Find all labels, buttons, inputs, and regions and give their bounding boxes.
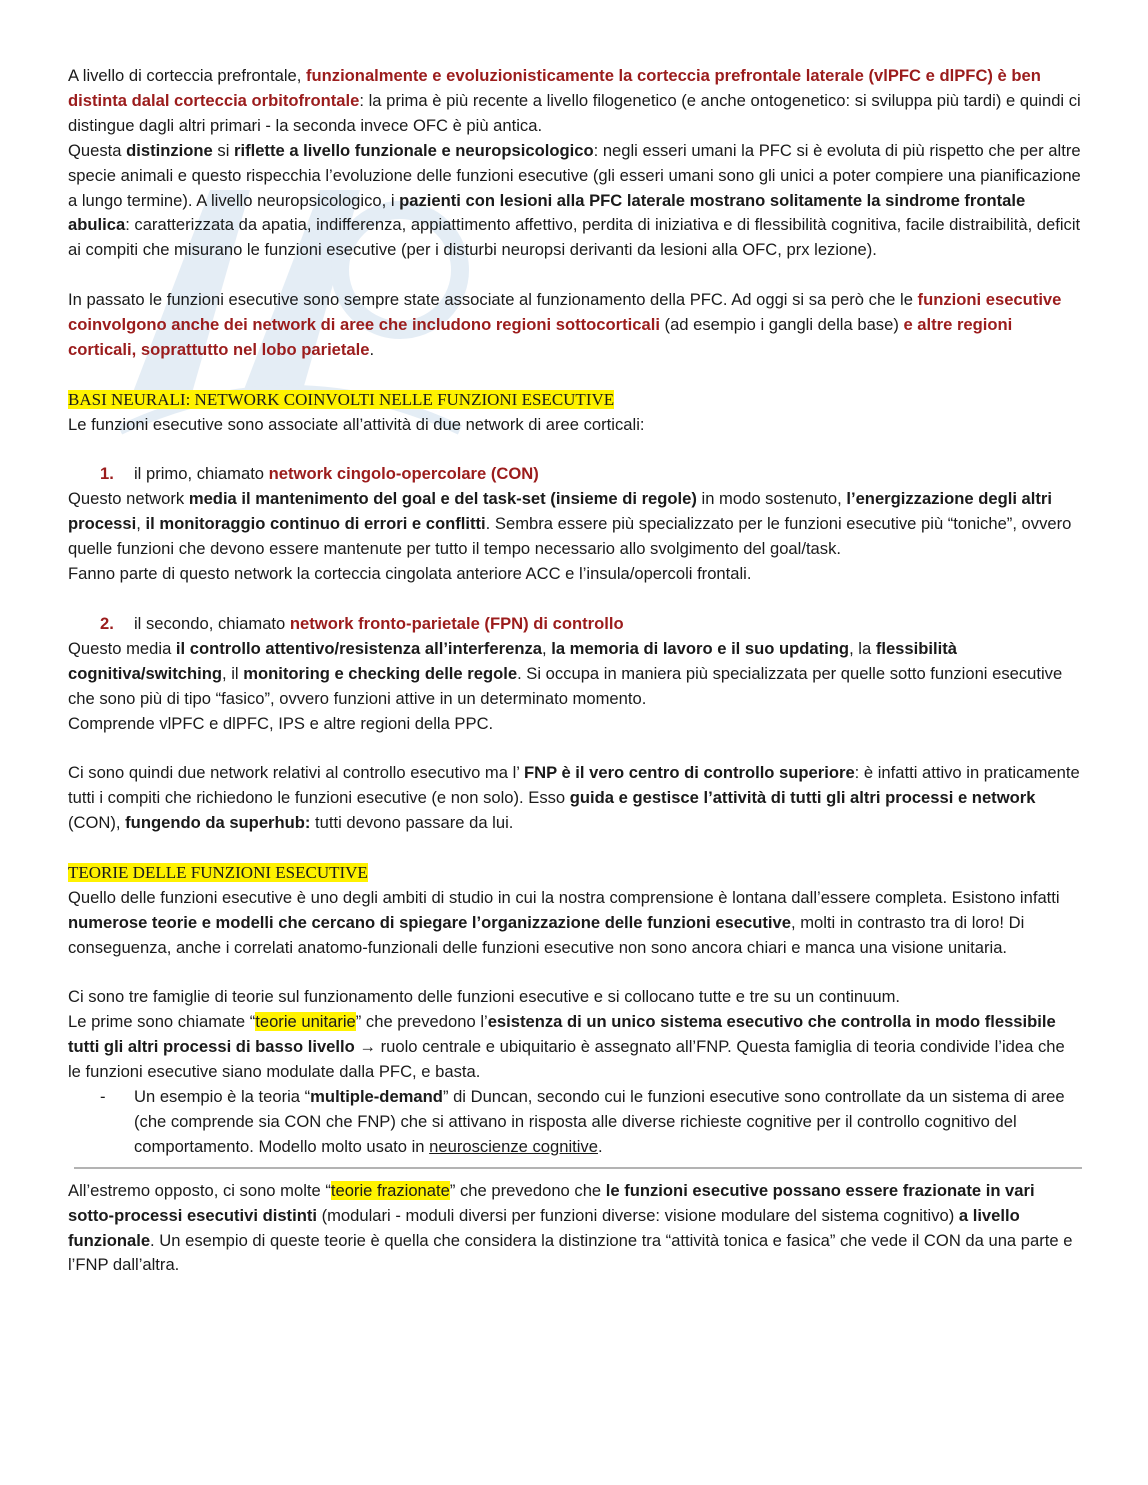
bold-text: numerose teorie e modelli che cercano di spiegare l’organizzazione delle funzioni esecutive: [68, 912, 791, 932]
list-item-fpn: [68, 612, 1082, 637]
emphasis-text: network fronto-parietale (FPN) di controllo: [289, 613, 624, 633]
paragraph-network-intro: Le funzioni esecutive sono associate all’attività di due network di aree corticali:: [68, 414, 645, 434]
highlighted-text: teorie frazionate: [330, 1180, 450, 1200]
text: : è infatti attivo in praticamente tutti i compiti che richiedono le funzioni esecutive (e non solo). Esso: [68, 763, 1080, 808]
emphasis-text: e altre regioni corticali, soprattutto nel lobo parietale: [68, 315, 1013, 359]
heading-text: TEORIE DELLE FUNZIONI ESECUTIVE: [68, 862, 368, 882]
text: In passato le funzioni esecutive sono sempre state associate al funzionamento della PFC. Ad oggi si sa però che le: [68, 290, 918, 310]
paragraph-con: [68, 487, 1082, 562]
text: ,: [136, 514, 146, 534]
underlined-text: neuroscienze cognitive: [429, 1136, 598, 1156]
highlighted-text: teorie unitarie: [255, 1012, 356, 1032]
bold-text: le funzioni esecutive possano essere frazionate in vari sotto-processi esecutivi distinti: [68, 1180, 1035, 1225]
list-item-con: [68, 462, 1082, 487]
text: : negli esseri umani la PFC si è evoluta di più rispetto che per altre specie animali e questo rispecchia l’evoluzione delle funzioni esecutive (gli esseri umani sono gli unici a poter compiere una pianificazione a lungo termine). A livello neuropsicologico, i: [68, 140, 1081, 210]
paragraph-con-areas: Fanno parte di questo network la corteccia cingolata anteriore ACC e l’insula/opercoli frontali.: [68, 564, 752, 584]
horizontal-divider: [74, 1167, 1082, 1169]
paragraph-three-families: Ci sono tre famiglie di teorie sul funzionamento delle funzioni esecutive e si collocano tutte e tre su un continuum.: [68, 987, 900, 1007]
bold-text: riflette a livello funzionale e neuropsicologico: [234, 140, 594, 160]
list-number: 1.: [100, 464, 114, 484]
text: Le prime sono chiamate “: [68, 1012, 256, 1032]
bold-text: il controllo attentivo/resistenza all’interferenza: [175, 638, 542, 658]
text: Ci sono quindi due network relativi al controllo esecutivo ma l’: [68, 763, 524, 783]
text: ” che prevedono l’: [355, 1012, 488, 1032]
text: : caratterizzata da apatia, indifferenza, appiattimento affettivo, perdita di iniziativa e di flessibilità cognitiva, facile distraibilità, deficit ai compiti che misurano le funzioni esecutive (per i disturbi neuropsi derivanti da lesioni alla OFC, prx lezione).: [68, 215, 1081, 260]
bold-text: a livello funzionale: [68, 1205, 1020, 1250]
text: Quello delle funzioni esecutive è uno degli ambiti di studio in cui la nostra comprensione è lontana dall’essere completa. Esistono infatti: [68, 887, 1060, 907]
text: Questo network: [68, 489, 189, 509]
section-heading-teorie: [68, 861, 1082, 886]
text: .: [369, 339, 375, 359]
bold-text: pazienti con lesioni alla PFC laterale mostrano solitamente la sindrome frontale abulica: [68, 190, 1026, 235]
text: Questo media: [68, 638, 176, 658]
text: (CON),: [68, 813, 126, 833]
bold-text: distinzione: [126, 140, 213, 160]
document-page: [68, 64, 1082, 1278]
emphasis-text: funzioni esecutive coinvolgono anche dei network di aree che includono regioni sottocorticali: [68, 290, 1062, 335]
heading-text: BASI NEURALI: NETWORK COINVOLTI NELLE FUNZIONI ESECUTIVE: [68, 389, 615, 409]
bullet-dash: -: [100, 1087, 106, 1107]
list-number: 2.: [100, 613, 114, 633]
text: (ad esempio i gangli della base): [659, 315, 904, 335]
text: il secondo, chiamato: [134, 613, 290, 633]
text: in modo sostenuto,: [696, 489, 847, 509]
paragraph-teorie-unitarie: [68, 1010, 1082, 1085]
emphasis-text: funzionalmente e evoluzionisticamente la corteccia prefrontale laterale (vlPFC e dlPFC) è ben distinta dalal corteccia orbitofrontale: [68, 66, 1041, 110]
bold-text: esistenza di un unico sistema esecutivo che controlla in modo flessibile tutti gli altri processi di basso livello: [68, 1012, 1056, 1057]
text: .: [597, 1136, 603, 1156]
paragraph-teorie-intro: [68, 886, 1082, 961]
paragraph-fpn: [68, 637, 1082, 712]
text: , molti in contrasto tra di loro! Di conseguenza, anche i correlati anatomo-funzionali delle funzioni esecutive non sono ancora chiari e manca una visione unitaria.: [68, 912, 1025, 957]
text: : la prima è più recente a livello filogenetico (e anche ontogenetico: si sviluppa più tardi) e quindi ci distingue dagli altri primari - la seconda invece OFC è più antica.: [68, 90, 1081, 135]
text: . Si occupa in maniera più specializzata per quelle sotto funzioni esecutive che sono più di tipo “fasico”, ovvero funzioni attive in un determinato momento.: [68, 663, 1063, 708]
bold-text: l’energizzazione degli altri processi: [68, 489, 1052, 534]
paragraph-past: [68, 288, 1082, 363]
paragraph-fnp-superhub: [68, 761, 1082, 836]
paragraph-intro: [68, 64, 1082, 139]
text: A livello di corteccia prefrontale,: [68, 66, 306, 85]
text: ,: [542, 638, 552, 658]
bold-text: FNP è il vero centro di controllo superiore: [523, 763, 855, 783]
text: → ruolo centrale e ubiquitario è assegnato all’FNP. Questa famiglia di teoria condivide l’idea che le funzioni esecutive siano modulate dalla PFC, e basta.: [68, 1037, 1065, 1082]
text: si: [212, 140, 234, 160]
text: ” che prevedono che: [449, 1180, 606, 1200]
paragraph-teorie-frazionate: [68, 1179, 1082, 1279]
paragraph-distinction: [68, 139, 1082, 264]
text: tutti devono passare da lui.: [310, 813, 514, 833]
bold-text: guida e gestisce l’attività di tutti gli altri processi e network: [569, 788, 1036, 808]
text: , la: [849, 638, 876, 658]
bold-text: flessibilità cognitiva/switching: [68, 638, 957, 683]
bold-text: monitoring e checking delle regole: [243, 663, 518, 683]
text: . Un esempio di queste teorie è quella che considera la distinzione tra “attività tonica e fasica” che vede il CON da una parte e l’FNP dall’altra.: [68, 1230, 1073, 1275]
bold-text: multiple-demand: [310, 1087, 443, 1107]
bold-text: la memoria di lavoro e il suo updating: [551, 638, 850, 658]
text: . Sembra essere più specializzato per le funzioni esecutive più “toniche”, ovvero quelle funzioni che devono essere mantenute per tutto il tempo necessario allo svolgimento del goal/task.: [68, 514, 1072, 559]
emphasis-text: network cingolo-opercolare (CON): [268, 464, 539, 484]
text: il primo, chiamato: [134, 464, 269, 484]
text: Un esempio è la teoria “: [134, 1087, 311, 1107]
text: (modulari - moduli diversi per funzioni diverse: visione modulare del sistema cognitivo): [316, 1205, 959, 1225]
paragraph-fpn-areas: Comprende vlPFC e dlPFC, IPS e altre regioni della PPC.: [68, 713, 494, 733]
bold-text: media il mantenimento del goal e del task-set (insieme di regole): [188, 489, 697, 509]
bold-text: fungendo da superhub:: [125, 813, 311, 833]
text: , il: [221, 663, 244, 683]
text: ” di Duncan, secondo cui le funzioni esecutive sono controllate da un sistema di aree (che comprende sia CON che FNP) che si attivano in risposta alle diverse richieste cognitive per il controllo cognitivo del comportamento. Modello molto usato in: [134, 1087, 1065, 1156]
bold-text: il monitoraggio continuo di errori e conflitti: [145, 514, 486, 534]
section-heading-basi-neurali: [68, 388, 1082, 413]
text: Questa: [68, 140, 127, 160]
bullet-item-multiple-demand: [68, 1085, 1082, 1160]
text: All’estremo opposto, ci sono molte “: [68, 1180, 331, 1200]
